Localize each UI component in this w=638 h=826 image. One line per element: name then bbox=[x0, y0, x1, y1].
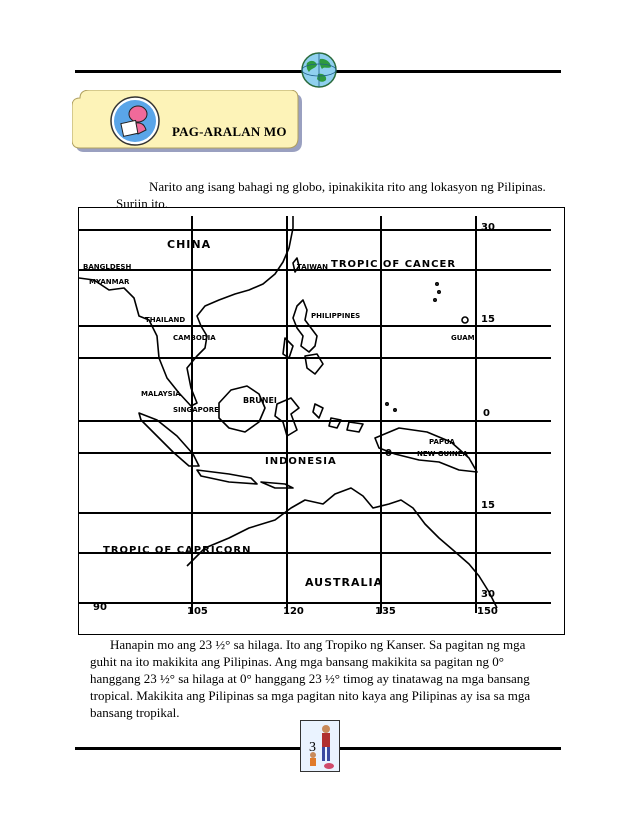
lon-label-90: 90 bbox=[93, 602, 107, 613]
label-bangladesh: BANGLDESH bbox=[83, 263, 132, 271]
island-java bbox=[197, 470, 257, 484]
page-number-box bbox=[300, 720, 340, 772]
lon-label-105: 105 bbox=[187, 606, 208, 617]
map-drawing bbox=[79, 208, 564, 634]
label-malaysia: MALAYSIA bbox=[141, 390, 181, 398]
label-thailand: THAILAND bbox=[145, 316, 186, 324]
section-banner bbox=[72, 90, 304, 156]
lat-label-30n: 30 bbox=[481, 222, 495, 233]
map-figure bbox=[78, 207, 565, 635]
lat-label-15n: 15 bbox=[481, 314, 495, 325]
body-line: guhit na ito makikita ang Pilipinas. Ang mga bansang makikita sa pagitan ng 0° bbox=[90, 654, 504, 669]
lon-label-135: 135 bbox=[375, 606, 396, 617]
label-china: CHINA bbox=[167, 238, 212, 251]
body-line: bansang tropikal. bbox=[90, 705, 180, 720]
label-singapore: SINGAPORE bbox=[173, 406, 219, 414]
equator-marker: 0 bbox=[385, 448, 392, 459]
lat-label-30s: 30 bbox=[481, 589, 495, 600]
label-taiwan: TAIWAN bbox=[297, 263, 328, 271]
body-paragraph bbox=[90, 636, 560, 721]
page-number: 3 bbox=[309, 740, 316, 755]
intro-line-1: Narito ang isang bahagi ng globo, ipinakikita rito ang lokasyon ng Pilipinas. bbox=[149, 179, 546, 194]
banner-title: PAG-ARALAN MO bbox=[172, 124, 287, 139]
globe-icon bbox=[300, 51, 338, 89]
lat-label-15s: 15 bbox=[481, 500, 495, 511]
label-tropic-of-cancer: TROPIC OF CANCER bbox=[331, 259, 457, 270]
kids-illustration-icon bbox=[301, 721, 339, 771]
label-tropic-of-capricorn: TROPIC OF CAPRICORN bbox=[103, 545, 252, 556]
body-line: hanggang 23 ½° sa hilaga at 0° hanggang 23 ½° timog ay tinatawag na mga bansang bbox=[90, 671, 530, 686]
label-myanmar: MYANMAR bbox=[89, 278, 130, 286]
intro-line-2: Suriin ito. bbox=[116, 196, 169, 211]
reader-icon bbox=[110, 96, 160, 146]
label-papua: PAPUA bbox=[429, 438, 455, 446]
label-cambodia: CAMBODIA bbox=[173, 334, 216, 342]
label-guam: GUAM bbox=[451, 334, 475, 342]
label-indonesia: INDONESIA bbox=[265, 456, 337, 467]
label-brunei: BRUNEI bbox=[243, 396, 277, 405]
island-borneo bbox=[219, 386, 265, 432]
label-new-guinea: NEW GUINEA bbox=[417, 450, 468, 458]
body-line: tropical. Makikita ang Pilipinas sa mga pagitan nito kaya ang Pilipinas ay isa sa mga bbox=[90, 688, 531, 703]
label-philippines: PHILIPPINES bbox=[311, 312, 361, 320]
body-line: Hanapin mo ang 23 ½° sa hilaga. Ito ang Tropiko ng Kanser. Sa pagitan ng mga bbox=[110, 637, 526, 652]
lat-label-0: 0 bbox=[483, 408, 490, 419]
lon-label-150: 150 bbox=[477, 606, 498, 617]
label-australia: AUSTRALIA bbox=[305, 576, 384, 589]
lon-label-120: 120 bbox=[283, 606, 304, 617]
